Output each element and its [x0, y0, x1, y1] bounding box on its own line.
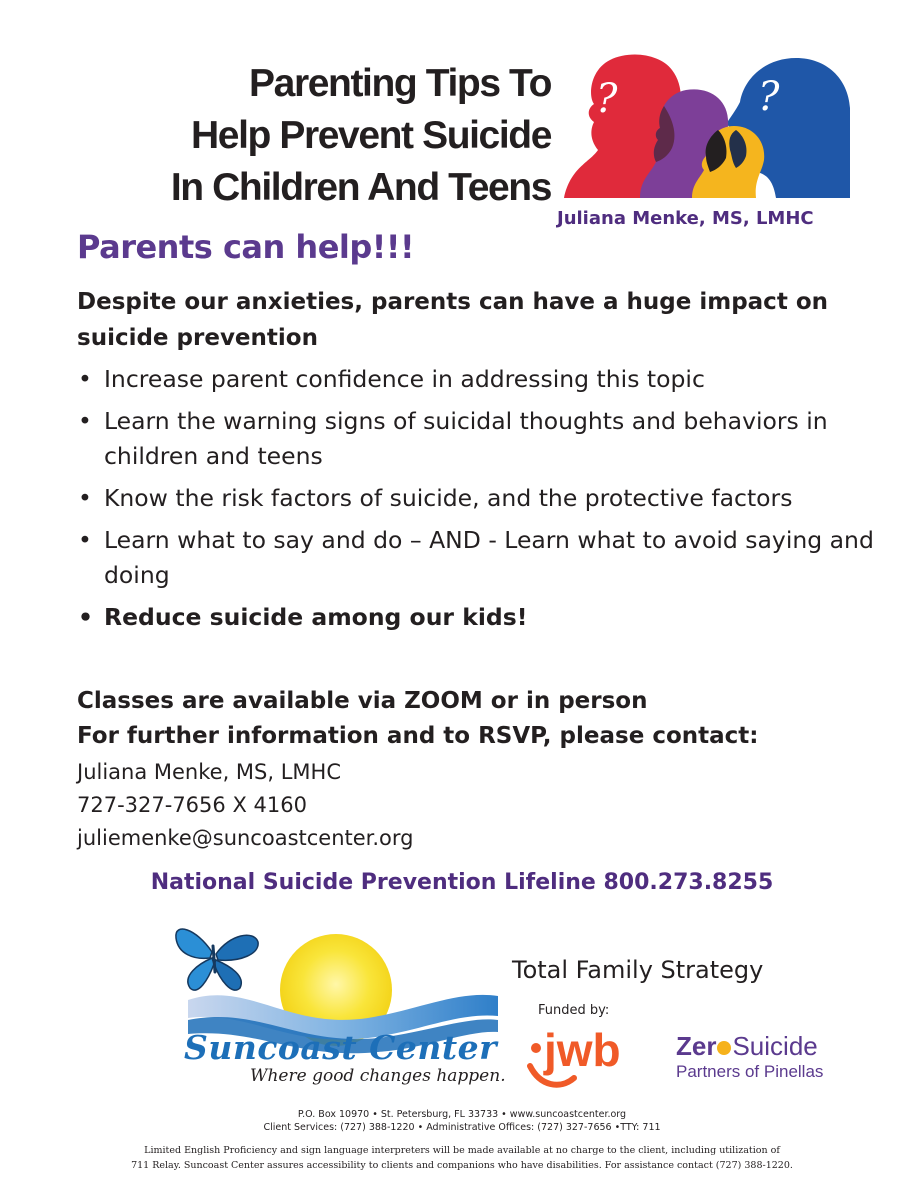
list-item-text: Reduce suicide among our kids!: [104, 603, 528, 631]
question-mark-left: ?: [596, 76, 618, 122]
address-line: P.O. Box 10970 • St. Petersburg, FL 33733 • www.suncoastcenter.org: [297, 1109, 627, 1120]
funded-by-label: Funded by:: [538, 1003, 610, 1018]
list-item-text: Learn what to say and do – AND - Learn what to avoid saying and doing: [104, 526, 874, 589]
list-item-text: Learn the warning signs of suicidal thoughts and behaviors in children and teens: [104, 407, 828, 470]
bullet-icon: •: [78, 407, 92, 435]
classes-availability: Classes are available via ZOOM or in person: [77, 688, 648, 714]
suicide-text: Suicide: [732, 1031, 818, 1061]
list-item-text: Increase parent confidence in addressing this topic: [104, 365, 705, 393]
butterfly-icon: [176, 929, 258, 990]
contact-email[interactable]: juliemenke@suncoastcenter.org: [77, 826, 414, 850]
lifeline-banner: National Suicide Prevention Lifeline 800.273.8255: [150, 870, 774, 895]
rsvp-instructions: For further information and to RSVP, please contact:: [77, 723, 759, 749]
title-line-1: Parenting Tips To: [249, 62, 551, 105]
classes-info: [77, 684, 758, 754]
jwb-logo: [526, 1026, 656, 1094]
bullet-icon: •: [78, 365, 92, 393]
phones-line: Client Services: (727) 388-1220 • Administrative Offices: (727) 327-7656 •TTY: 711: [263, 1122, 661, 1133]
lead-heading: Parents can help!!!: [77, 228, 415, 266]
footer-disclaimer: [0, 1143, 924, 1173]
page-title: [171, 58, 551, 214]
strategy-label: Total Family Strategy: [512, 956, 764, 984]
question-mark-right: ?: [758, 74, 780, 120]
footer-address: [0, 1108, 924, 1134]
author-name: Juliana Menke, MS, LMHC: [557, 208, 814, 229]
bullet-icon: •: [78, 526, 92, 554]
brand-tagline: Where good changes happen.: [250, 1066, 506, 1086]
disclaimer-line-2: 711 Relay. Suncoast Center assures accessibility to clients and companions who have disabilities. For assistance contact (727) 388-1220.: [131, 1160, 793, 1171]
contact-name: Juliana Menke, MS, LMHC: [77, 760, 341, 784]
zero-circle-icon: [717, 1041, 731, 1055]
zero-text: Zer: [676, 1031, 717, 1061]
title-line-2: Help Prevent Suicide: [191, 114, 551, 157]
jwb-wordmark: jwb: [544, 1026, 621, 1076]
contact-block: [77, 756, 414, 855]
list-item: [77, 600, 877, 635]
intro-text: Despite our anxieties, parents can have a huge impact on suicide prevention: [77, 289, 828, 351]
list-item: [77, 362, 877, 397]
silhouette-heads-icon: [560, 50, 850, 200]
zero-suicide-logo: [676, 1032, 856, 1082]
list-item-text: Know the risk factors of suicide, and the protective factors: [104, 484, 793, 512]
list-item: [77, 481, 877, 516]
title-line-3: In Children And Teens: [170, 166, 551, 209]
zero-suicide-subtitle: Partners of Pinellas: [676, 1062, 824, 1081]
list-item: [77, 523, 877, 593]
tips-list: [77, 362, 877, 642]
contact-phone: 727-327-7656 X 4160: [77, 793, 307, 817]
zero-suicide-wordmark: [676, 1032, 856, 1060]
brand-name: Suncoast Center: [184, 1028, 497, 1067]
list-item: [77, 404, 877, 474]
bullet-icon: •: [78, 603, 94, 631]
disclaimer-line-1: Limited English Proficiency and sign language interpreters will be made available at no charge to the client, including utilization of: [144, 1145, 780, 1156]
bullet-icon: •: [78, 484, 92, 512]
